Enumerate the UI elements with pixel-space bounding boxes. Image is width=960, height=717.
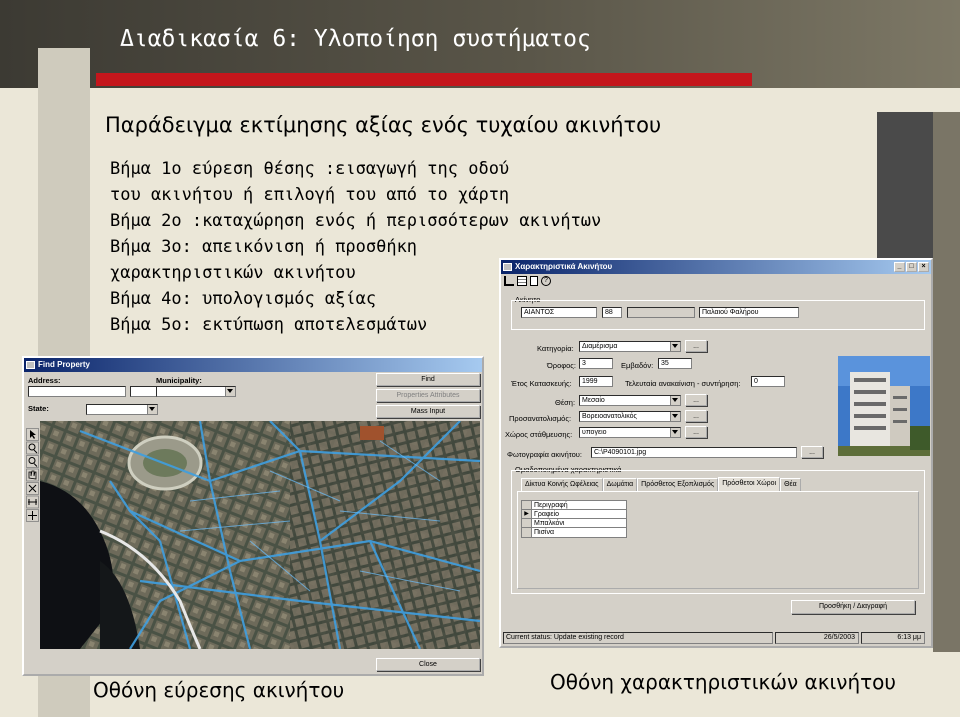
category-more-button[interactable]: ...	[685, 340, 707, 352]
orientation-more-button[interactable]: ...	[685, 410, 707, 422]
right-decor-bar-2	[933, 112, 960, 652]
photo-label: Φωτογραφία ακινήτου:	[507, 450, 582, 459]
property-photo	[838, 356, 930, 456]
step-line: Βήμα 3ο: απεικόνιση ή προσθήκη	[110, 237, 418, 257]
tab-utilities[interactable]: Δίκτυα Κοινής Ωφέλειας	[521, 478, 603, 491]
renovation-label: Τελευταία ανακαίνιση - συντήρηση:	[625, 379, 741, 388]
grid-corner	[522, 501, 532, 509]
help-icon[interactable]: ?	[541, 276, 551, 286]
table-row[interactable]	[522, 528, 626, 537]
tab-view[interactable]: Θέα	[780, 478, 801, 491]
step-line: Βήμα 5ο: εκτύπωση αποτελεσμάτων	[110, 315, 428, 335]
step-line: Βήμα 4ο: υπολογισμός αξίας	[110, 289, 377, 309]
state-label: State:	[28, 404, 49, 413]
document-icon[interactable]	[530, 276, 538, 286]
maximize-icon[interactable]: □	[906, 262, 917, 272]
close-icon[interactable]: ×	[918, 262, 929, 272]
tab-equipment[interactable]: Πρόσθετος Εξοπλισμός	[637, 478, 718, 491]
address-input[interactable]	[28, 386, 126, 397]
step-line: Βήμα 2ο :καταχώρηση ενός ή περισσότερων ακινήτων	[110, 211, 602, 231]
chevron-down-icon	[672, 430, 678, 434]
municipality-select[interactable]	[156, 386, 236, 397]
row-pointer-icon: ▶	[522, 510, 532, 518]
grid-cell[interactable]: Γραφείο	[534, 511, 559, 518]
photo-path-field[interactable]: C:\P4090101.jpg	[591, 447, 797, 458]
chart-icon[interactable]	[504, 276, 514, 286]
grid-header: Περιγραφή	[534, 502, 568, 509]
characteristics-titlebar	[501, 260, 931, 274]
right-decor-bar	[877, 112, 933, 262]
tabs-row	[521, 478, 801, 491]
map-toolbar-icons	[26, 428, 39, 524]
renovation-field[interactable]: 0	[751, 376, 785, 387]
year-field[interactable]: 1999	[579, 376, 613, 387]
mass-input-button[interactable]: Mass Input	[376, 405, 480, 418]
chevron-down-icon	[672, 398, 678, 402]
category-label: Κατηγορία:	[537, 344, 574, 353]
slide-title: Διαδικασία 6: Υλοποίηση συστήματος	[120, 26, 591, 52]
position-label: Θέση:	[555, 398, 576, 407]
row-selector	[522, 528, 532, 537]
photo-browse-button[interactable]: ...	[801, 446, 823, 458]
window-icon	[503, 263, 512, 271]
accent-red-bar	[96, 73, 752, 86]
extra-field[interactable]	[627, 307, 695, 318]
grid-cell[interactable]: Μπαλκόνι	[534, 520, 565, 527]
position-more-button[interactable]: ...	[685, 394, 707, 406]
orientation-label: Προσανατολισμός:	[509, 414, 572, 423]
chevron-down-icon	[149, 407, 155, 411]
find-window-titlebar	[24, 358, 482, 372]
area-label: Εμβαδόν:	[621, 361, 654, 370]
address-label: Address:	[28, 376, 61, 385]
step-line: του ακινήτου ή επιλογή του από το χάρτη	[110, 185, 510, 205]
table-icon[interactable]	[517, 276, 527, 286]
table-row[interactable]	[522, 519, 626, 528]
characteristics-toolbar	[504, 276, 551, 288]
street-field[interactable]: ΑΙΑΝΤΟΣ	[521, 307, 597, 318]
window-buttons	[894, 262, 929, 272]
status-time: 6:13 μμ	[861, 632, 925, 644]
minimize-icon[interactable]: _	[894, 262, 905, 272]
parking-select[interactable]: υπογειο	[579, 427, 681, 438]
row-selector	[522, 519, 532, 527]
step-line: Βήμα 1ο εύρεση θέσης :εισαγωγή της οδού	[110, 159, 510, 179]
add-delete-button[interactable]: Προσθήκη / Διαγραφή	[791, 600, 915, 614]
parking-label: Χώρος στάθμευσης:	[505, 430, 573, 439]
characteristics-title: Χαρακτηριστικά Ακινήτου	[515, 262, 613, 271]
parking-more-button[interactable]: ...	[685, 426, 707, 438]
area-field[interactable]: 35	[658, 358, 692, 369]
floor-field[interactable]: 3	[579, 358, 613, 369]
municipality-label: Municipality:	[156, 376, 202, 385]
floor-label: Όροφος:	[547, 361, 576, 370]
state-select[interactable]	[86, 404, 158, 415]
caption-find-screen: Οθόνη εύρεσης ακινήτου	[93, 678, 345, 702]
properties-attributes-button[interactable]: Properties Attributes	[376, 389, 480, 402]
aerial-map[interactable]	[40, 421, 480, 649]
characteristics-window	[499, 258, 933, 648]
year-label: Έτος Κατασκευής:	[511, 379, 572, 388]
tab-rooms[interactable]: Δωμάτια	[603, 478, 638, 491]
caption-characteristics-screen: Οθόνη χαρακτηριστικών ακινήτου	[550, 670, 896, 694]
address-number-input[interactable]	[130, 386, 158, 397]
property-group-label: Ακίνητο	[515, 295, 541, 304]
characteristics-grid	[521, 500, 627, 538]
slide-subtitle: Παράδειγμα εκτίμησης αξίας ενός τυχαίου ακινήτου	[105, 113, 662, 137]
category-select[interactable]: Διαμέρισμα	[579, 341, 681, 352]
tab-extra-spaces[interactable]: Πρόσθετοι Χώροι	[718, 477, 780, 491]
grid-cell[interactable]: Πισίνα	[534, 529, 555, 536]
number-field[interactable]: 88	[602, 307, 622, 318]
grid-header-row	[522, 501, 626, 510]
map-toolbar	[26, 428, 39, 524]
close-button[interactable]: Close	[376, 658, 480, 671]
window-icon	[26, 361, 35, 369]
chevron-down-icon	[672, 414, 678, 418]
status-bar	[503, 632, 929, 644]
building-photo	[838, 356, 930, 456]
chevron-down-icon	[227, 389, 233, 393]
position-select[interactable]: Μεσαίο	[579, 395, 681, 406]
orientation-select[interactable]: Βορειοανατολικός	[579, 411, 681, 422]
municipality-field[interactable]: Παλαιού Φαλήρου	[699, 307, 799, 318]
step-line: χαρακτηριστικών ακινήτου	[110, 263, 356, 283]
find-window-title: Find Property	[38, 360, 91, 369]
chevron-down-icon	[672, 344, 678, 348]
status-text: Current status: Update existing record	[503, 632, 773, 644]
status-date: 26/5/2003	[775, 632, 859, 644]
aerial-map-image	[40, 421, 480, 649]
table-row[interactable]	[522, 510, 626, 519]
find-button[interactable]: Find	[376, 373, 480, 386]
grouped-label: Ομαδοποιημένα χαρακτηριστικά	[515, 465, 622, 474]
